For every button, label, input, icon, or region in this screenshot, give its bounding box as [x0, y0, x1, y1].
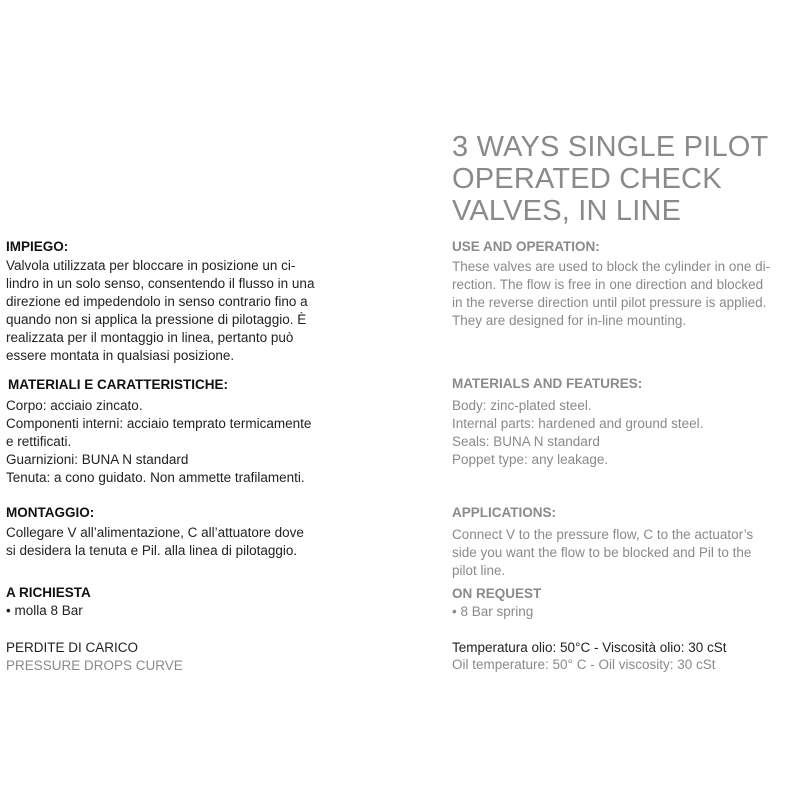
- materials-text: [452, 397, 703, 469]
- text-line: Body: zinc-plated steel.: [452, 398, 592, 413]
- text-line: direzione ed impedendolo in senso contrario fino a: [6, 294, 308, 309]
- text-line: Connect V to the pressure flow, C to the actuator’s: [452, 527, 754, 542]
- text-line: realizzata per il montaggio in linea, pertanto può: [6, 330, 294, 345]
- text-line: rection. The flow is free in one direction and blocked: [452, 277, 764, 292]
- text-line: quando non si applica la pressione di pilotaggio. È: [6, 312, 307, 327]
- materials-heading: MATERIALS AND FEATURES:: [452, 376, 643, 391]
- text-line: Guarnizioni: BUNA N standard: [6, 452, 189, 467]
- on-request-heading: ON REQUEST: [452, 586, 542, 601]
- text-line: Tenuta: a cono guidato. Non ammette trafilamenti.: [6, 470, 305, 485]
- text-line: Corpo: acciaio zincato.: [6, 398, 143, 413]
- text-line: Valvola utilizzata per bloccare in posizione un ci-: [6, 258, 296, 273]
- materiali-heading: MATERIALI E CARATTERISTICHE:: [8, 377, 228, 392]
- text-line: They are designed for in-line mounting.: [452, 313, 687, 328]
- text-line: Poppet type: any leakage.: [452, 452, 609, 467]
- temperature-it: Temperatura olio: 50°C - Viscosità olio: 30 cSt: [452, 640, 727, 655]
- montaggio-text: [6, 524, 304, 560]
- title-line: 3 WAYS SINGLE PILOT: [452, 131, 769, 163]
- text-line: • 8 Bar spring: [452, 604, 534, 619]
- text-line: in the reverse direction until pilot pressure is applied.: [452, 295, 767, 310]
- text-line: essere montata in qualsiasi posizione.: [6, 348, 235, 363]
- impiego-text: [6, 257, 314, 365]
- text-line: e rettificati.: [6, 434, 72, 449]
- text-line: These valves are used to block the cylinder in one di-: [452, 259, 771, 274]
- materiali-text: [6, 397, 311, 487]
- title-line: VALVES, IN LINE: [452, 195, 682, 227]
- text-line: side you want the flow to be blocked and Pil to the: [452, 545, 752, 560]
- on-request-text: [452, 603, 533, 621]
- richiesta-text: [6, 602, 83, 620]
- perdite-label: PERDITE DI CARICO: [6, 640, 139, 655]
- text-line: • molla 8 Bar: [6, 603, 83, 618]
- use-heading: USE AND OPERATION:: [452, 239, 600, 254]
- page-title: [452, 131, 797, 227]
- title-line: OPERATED CHECK: [452, 163, 722, 195]
- temperature-en: Oil temperature: 50° C - Oil viscosity: 30 cSt: [452, 657, 716, 672]
- applications-heading: APPLICATIONS:: [452, 505, 556, 520]
- text-line: lindro in un solo senso, consentendo il flusso in una: [6, 276, 315, 291]
- applications-text: [452, 526, 753, 580]
- text-line: Seals: BUNA N standard: [452, 434, 600, 449]
- richiesta-heading: A RICHIESTA: [6, 585, 91, 600]
- text-line: Componenti interni: acciaio temprato termicamente: [6, 416, 312, 431]
- montaggio-heading: MONTAGGIO:: [6, 505, 95, 520]
- text-line: Collegare V all’alimentazione, C all’attuatore dove: [6, 525, 304, 540]
- text-line: Internal parts: hardened and ground steel.: [452, 416, 704, 431]
- pressure-drops-label: PRESSURE DROPS CURVE: [6, 658, 183, 673]
- text-line: pilot line.: [452, 563, 506, 578]
- impiego-heading: IMPIEGO:: [6, 239, 69, 254]
- use-text: [452, 258, 770, 330]
- text-line: si desidera la tenuta e Pil. alla linea di pilotaggio.: [6, 543, 298, 558]
